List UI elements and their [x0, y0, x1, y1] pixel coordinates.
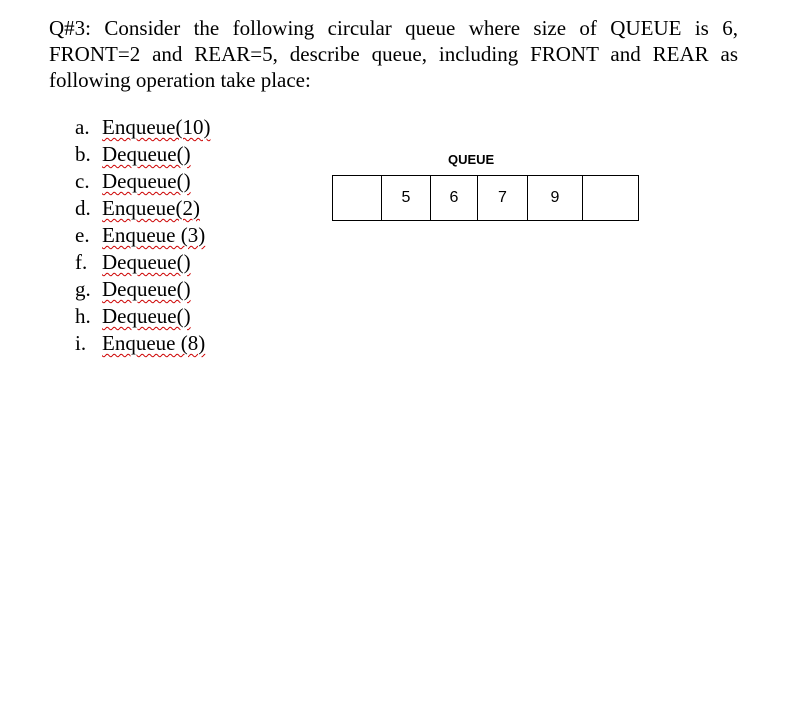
operation-item	[75, 195, 210, 222]
operation-item	[75, 222, 210, 249]
operation-text: Dequeue()	[102, 277, 191, 301]
operation-letter: d.	[75, 196, 91, 220]
queue-cell-2: 6	[431, 176, 478, 220]
operation-letter: h.	[75, 304, 91, 328]
operation-text: Dequeue()	[102, 142, 191, 166]
operation-text: Enqueue(2)	[102, 196, 200, 220]
queue-cell-1: 5	[382, 176, 431, 220]
question-text: Q#3: Consider the following circular queue where size of QUEUE is 6, FRONT=2 and REAR=5, describe queue, including FRONT and REAR as following operation take place:	[49, 16, 738, 92]
operation-letter: c.	[75, 169, 90, 193]
operation-letter: i.	[75, 331, 87, 355]
operation-letter: e.	[75, 223, 90, 247]
operation-text: Dequeue()	[102, 304, 191, 328]
queue-cell-0	[333, 176, 382, 220]
operation-letter: b.	[75, 142, 91, 166]
operation-item	[75, 303, 210, 330]
operation-letter: g.	[75, 277, 91, 301]
operation-item	[75, 330, 210, 357]
operation-text: Enqueue (3)	[102, 223, 206, 247]
queue-array	[332, 175, 639, 221]
operations-list	[75, 114, 210, 357]
queue-cell-4: 9	[528, 176, 583, 220]
queue-cell-3: 7	[478, 176, 528, 220]
operation-text: Enqueue(10)	[102, 115, 211, 139]
operation-text: Enqueue (8)	[102, 331, 206, 355]
queue-label: QUEUE	[448, 152, 495, 167]
operation-item	[75, 249, 210, 276]
operation-text: Dequeue()	[102, 169, 191, 193]
operation-item	[75, 141, 210, 168]
operation-letter: a.	[75, 115, 90, 139]
operation-letter: f.	[75, 250, 88, 274]
operation-item	[75, 276, 210, 303]
operation-item	[75, 114, 210, 141]
queue-cell-5	[583, 176, 639, 220]
operation-text: Dequeue()	[102, 250, 191, 274]
operation-item	[75, 168, 210, 195]
